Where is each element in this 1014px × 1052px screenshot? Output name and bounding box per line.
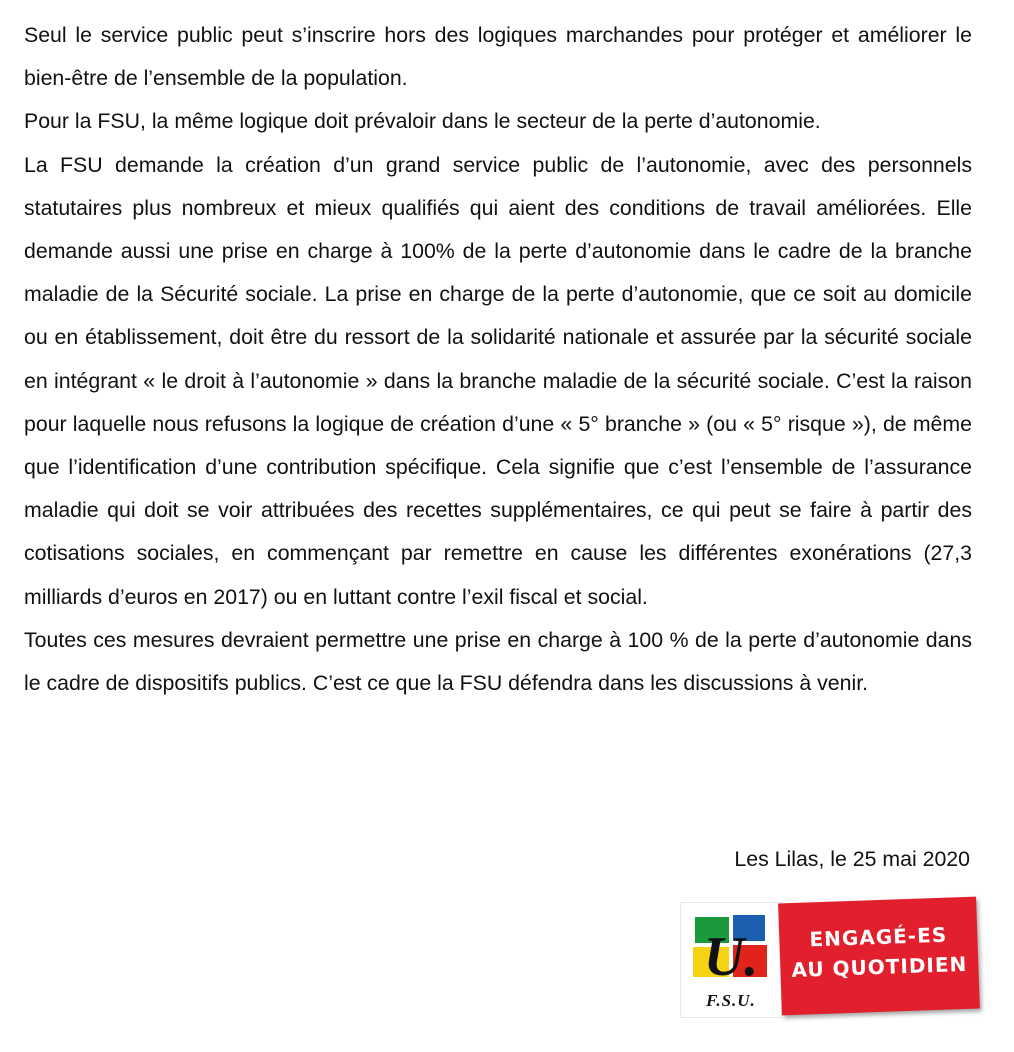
paragraph-conclusion: Toutes ces mesures devraient permettre une prise en charge à 100 % de la perte d’autonomie dans le cadre de dispositifs publics. C’est ce que la FSU défendra dans les discussions à venir. [24,627,972,696]
fsu-emblem-icon [689,913,773,993]
fsu-initials: F.S.U. [706,991,756,1010]
engagees-banner [778,897,980,1016]
paragraph-demands: La FSU demande la création d’un grand service public de l’autonomie, avec des personnels statutaires plus nombreux et mieux qualifiés qui aient des conditions de travail améliorées. Elle demande aussi une prise en charge à 100% de la perte d’autonomie dans le cadre de la branche maladie de la Sécurité sociale. La prise en charge de la perte d’autonomie, que ce soit au domicile ou en établissement, doit être du ressort de la solidarité nationale et assurée par la sécurité sociale en intégrant « le droit à l’autonomie » dans la branche maladie de la sécurité sociale. C’est la raison pour laquelle nous refusons la logique de création d’une « 5° branche » (ou « 5° risque »), de même que l’identification d’une contribution spécifique. Cela signifie que c’est l’ensemble de l’assurance maladie qui doit se voir attribuées des recettes supplémentaires, ce qui peut se faire à partir des cotisations sociales, en commençant par remettre en cause les différentes exonérations (27,3 milliards d’euros en 2017) ou en luttant contre l’exil fiscal et social. [24,152,972,609]
place-date-signoff: Les Lilas, le 25 mai 2020 [734,847,970,871]
svg-text:U.: U. [703,926,759,988]
footer-logos [680,896,1000,1026]
paragraph-logic: Pour la FSU, la même logique doit prévaloir dans le secteur de la perte d’autonomie. [24,109,821,134]
fsu-logo [680,902,782,1018]
banner-line-1: ENGAGÉ-ES [809,922,948,952]
banner-line-2: AU QUOTIDIEN [791,951,968,983]
document-body [24,14,972,705]
paragraph-intro: Seul le service public peut s’inscrire hors des logiques marchandes pour protéger et améliorer le bien-être de l’ensemble de la population. [24,23,972,91]
